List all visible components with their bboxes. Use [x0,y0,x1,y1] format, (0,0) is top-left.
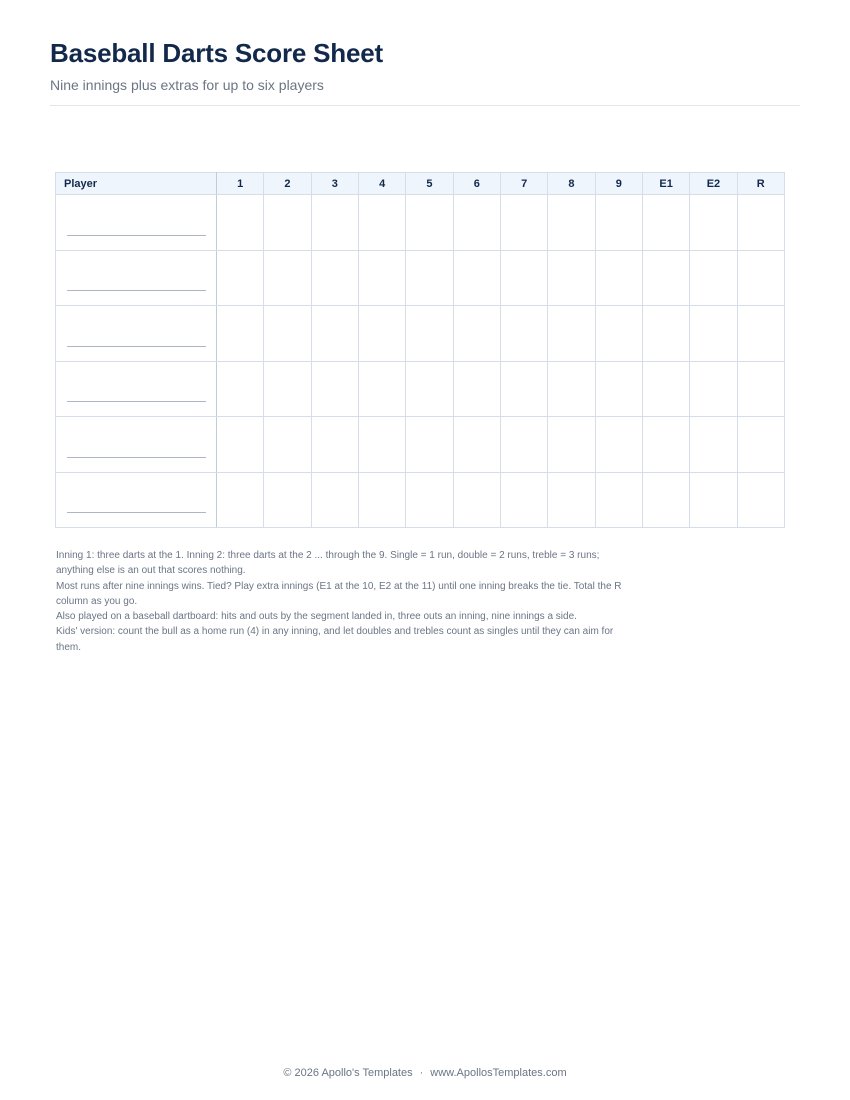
player-name-line [67,235,206,236]
inning-score-cell[interactable] [217,306,264,362]
inning-score-cell[interactable] [595,250,642,306]
inning-score-cell[interactable] [358,361,405,417]
extra-inning-1-header: E1 [642,173,689,195]
inning-6-header: 6 [453,173,500,195]
player-name-cell[interactable] [56,472,217,528]
inning-score-cell[interactable] [500,306,547,362]
player-name-cell[interactable] [56,250,217,306]
page-footer [0,1067,850,1079]
player-name-line [67,457,206,458]
inning-score-cell[interactable] [311,417,358,473]
inning-score-cell[interactable] [311,472,358,528]
inning-score-cell[interactable] [453,361,500,417]
runs-total-header: R [737,173,784,195]
inning-score-cell[interactable] [264,195,311,251]
inning-score-cell[interactable] [358,195,405,251]
inning-score-cell[interactable] [358,306,405,362]
inning-score-cell[interactable] [406,417,453,473]
inning-3-header: 3 [311,173,358,195]
inning-score-cell[interactable] [642,195,689,251]
inning-score-cell[interactable] [690,306,737,362]
player-column-header: Player [56,173,217,195]
player-name-line [67,290,206,291]
player-row [56,306,785,362]
player-row [56,417,785,473]
inning-score-cell[interactable] [595,417,642,473]
score-table [55,172,785,528]
inning-score-cell[interactable] [264,306,311,362]
player-name-cell[interactable] [56,361,217,417]
inning-score-cell[interactable] [217,195,264,251]
inning-score-cell[interactable] [642,250,689,306]
footer-separator: · [419,1067,424,1079]
inning-score-cell[interactable] [311,361,358,417]
player-name-cell[interactable] [56,195,217,251]
inning-score-cell[interactable] [217,361,264,417]
inning-score-cell[interactable] [548,250,595,306]
inning-score-cell[interactable] [453,472,500,528]
inning-score-cell[interactable] [595,306,642,362]
inning-score-cell[interactable] [595,472,642,528]
header-divider [50,105,800,106]
inning-score-cell[interactable] [453,417,500,473]
rules-note: Kids' version: count the bull as a home run (4) in any inning, and let doubles and trebles count as singles until they can aim for them. [56,626,614,653]
inning-score-cell[interactable] [264,361,311,417]
inning-score-cell[interactable] [690,195,737,251]
rules-notes [56,548,636,655]
footer-website-link[interactable]: www.ApollosTemplates.com [430,1067,567,1079]
page-title: Baseball Darts Score Sheet [50,38,383,68]
inning-5-header: 5 [406,173,453,195]
runs-total-cell[interactable] [737,472,784,528]
inning-score-cell[interactable] [406,250,453,306]
inning-8-header: 8 [548,173,595,195]
inning-4-header: 4 [358,173,405,195]
runs-total-cell[interactable] [737,250,784,306]
player-row [56,472,785,528]
inning-score-cell[interactable] [548,361,595,417]
footer-copyright: © 2026 Apollo's Templates [283,1067,413,1079]
inning-score-cell[interactable] [217,250,264,306]
inning-score-cell[interactable] [500,361,547,417]
inning-score-cell[interactable] [642,472,689,528]
inning-score-cell[interactable] [690,361,737,417]
header-row [56,173,785,195]
inning-score-cell[interactable] [264,417,311,473]
player-name-line [67,512,206,513]
inning-score-cell[interactable] [406,306,453,362]
inning-score-cell[interactable] [642,417,689,473]
player-row [56,361,785,417]
inning-score-cell[interactable] [642,306,689,362]
inning-score-cell[interactable] [500,195,547,251]
inning-score-cell[interactable] [595,195,642,251]
rules-note: Also played on a baseball dartboard: hits and outs by the segment landed in, three outs an inning, nine innings a side. [56,611,577,623]
inning-score-cell[interactable] [358,472,405,528]
inning-score-cell[interactable] [217,417,264,473]
player-row [56,250,785,306]
inning-score-cell[interactable] [453,195,500,251]
inning-score-cell[interactable] [548,472,595,528]
player-name-cell[interactable] [56,306,217,362]
rules-note: Most runs after nine innings wins. Tied? Play extra innings (E1 at the 10, E2 at the 11) until one inning breaks the tie. Total the R column as you go. [56,580,622,607]
inning-score-cell[interactable] [406,472,453,528]
inning-score-cell[interactable] [264,250,311,306]
inning-score-cell[interactable] [406,195,453,251]
inning-score-cell[interactable] [500,472,547,528]
extra-inning-2-header: E2 [690,173,737,195]
inning-score-cell[interactable] [311,250,358,306]
inning-score-cell[interactable] [548,195,595,251]
inning-2-header: 2 [264,173,311,195]
inning-score-cell[interactable] [358,417,405,473]
player-name-line [67,401,206,402]
runs-total-cell[interactable] [737,417,784,473]
runs-total-cell[interactable] [737,361,784,417]
inning-score-cell[interactable] [690,250,737,306]
runs-total-cell[interactable] [737,195,784,251]
runs-total-cell[interactable] [737,306,784,362]
inning-score-cell[interactable] [217,472,264,528]
inning-score-cell[interactable] [500,250,547,306]
inning-1-header: 1 [217,173,264,195]
inning-9-header: 9 [595,173,642,195]
inning-score-cell[interactable] [311,306,358,362]
inning-score-cell[interactable] [406,361,453,417]
inning-7-header: 7 [500,173,547,195]
inning-score-cell[interactable] [548,417,595,473]
inning-score-cell[interactable] [548,306,595,362]
inning-score-cell[interactable] [500,417,547,473]
inning-score-cell[interactable] [358,250,405,306]
rules-note: Inning 1: three darts at the 1. Inning 2: three darts at the 2 ... through the 9. Single = 1 run, double = 2 runs, treble = 3 runs; anything else is an out that scores nothing. [56,550,600,577]
inning-score-cell[interactable] [311,195,358,251]
page-subtitle: Nine innings plus extras for up to six players [50,77,324,93]
player-row [56,195,785,251]
inning-score-cell[interactable] [453,306,500,362]
inning-score-cell[interactable] [690,417,737,473]
inning-score-cell[interactable] [595,361,642,417]
score-table-body [56,195,785,528]
inning-score-cell[interactable] [453,250,500,306]
inning-score-cell[interactable] [690,472,737,528]
inning-score-cell[interactable] [264,472,311,528]
player-name-cell[interactable] [56,417,217,473]
player-name-line [67,346,206,347]
inning-score-cell[interactable] [642,361,689,417]
